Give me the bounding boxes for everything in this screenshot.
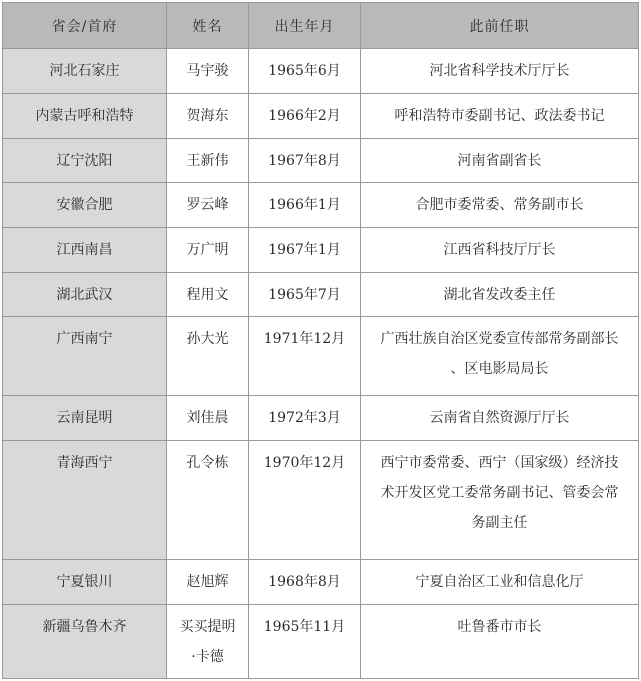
- role-line: 广西壮族自治区党委宣传部常务副部长: [380, 331, 619, 347]
- born-cell: 1966年1月: [249, 183, 361, 228]
- born-cell: 1965年7月: [249, 273, 361, 317]
- table-row: [3, 139, 639, 183]
- name-cell: 孙大光: [167, 317, 249, 396]
- born-cell: 1971年12月: [249, 317, 361, 396]
- born-cell: 1966年2月: [249, 94, 361, 139]
- province-cell: 江西南昌: [3, 228, 167, 273]
- province-cell: 河北石家庄: [3, 49, 167, 94]
- name-cell: 赵旭辉: [167, 560, 249, 605]
- name-cell: 王新伟: [167, 139, 249, 183]
- header-born: 出生年月: [249, 3, 361, 49]
- role-line: 、区电影局局长: [450, 361, 549, 377]
- role-line: 术开发区党工委常务副书记、管委会常: [380, 485, 619, 501]
- role-cell: [361, 441, 639, 560]
- born-cell: 1968年8月: [249, 560, 361, 605]
- province-cell: 新疆乌鲁木齐: [3, 605, 167, 679]
- header-name: 姓名: [167, 3, 249, 49]
- role-cell: 合肥市委常委、常务副市长: [361, 183, 639, 228]
- province-cell: 云南昆明: [3, 396, 167, 441]
- name-cell: 马宇骏: [167, 49, 249, 94]
- table-row: [3, 317, 639, 396]
- role-cell: 河南省副省长: [361, 139, 639, 183]
- table-row: [3, 605, 639, 679]
- name-cell: [167, 605, 249, 679]
- name-line: ·卡德: [191, 649, 224, 665]
- role-cell: 呼和浩特市委副书记、政法委书记: [361, 94, 639, 139]
- born-cell: 1972年3月: [249, 396, 361, 441]
- province-cell: 湖北武汉: [3, 273, 167, 317]
- table-row: [3, 560, 639, 605]
- role-cell: 江西省科技厅厅长: [361, 228, 639, 273]
- name-cell: 贺海东: [167, 94, 249, 139]
- name-cell: 刘佳晨: [167, 396, 249, 441]
- role-cell: 宁夏自治区工业和信息化厅: [361, 560, 639, 605]
- province-cell: 青海西宁: [3, 441, 167, 560]
- header-row: [3, 3, 639, 49]
- province-cell: 安徽合肥: [3, 183, 167, 228]
- table-row: [3, 94, 639, 139]
- header-province: 省会/首府: [3, 3, 167, 49]
- name-line: 买买提明: [179, 619, 236, 635]
- table-row: [3, 228, 639, 273]
- born-cell: 1967年8月: [249, 139, 361, 183]
- officials-table: [2, 2, 639, 679]
- born-cell: 1965年6月: [249, 49, 361, 94]
- table-row: [3, 273, 639, 317]
- role-line: 西宁市委常委、西宁（国家级）经济技: [380, 455, 619, 471]
- name-cell: 万广明: [167, 228, 249, 273]
- role-cell: 湖北省发改委主任: [361, 273, 639, 317]
- province-cell: 宁夏银川: [3, 560, 167, 605]
- province-cell: 内蒙古呼和浩特: [3, 94, 167, 139]
- name-cell: 程用文: [167, 273, 249, 317]
- table-row: [3, 441, 639, 560]
- role-line: 务副主任: [471, 515, 528, 531]
- table-row: [3, 183, 639, 228]
- name-cell: 罗云峰: [167, 183, 249, 228]
- table-row: [3, 396, 639, 441]
- born-cell: 1967年1月: [249, 228, 361, 273]
- role-cell: 云南省自然资源厅厅长: [361, 396, 639, 441]
- born-cell: 1965年11月: [249, 605, 361, 679]
- table-row: [3, 49, 639, 94]
- role-cell: [361, 317, 639, 396]
- born-cell: 1970年12月: [249, 441, 361, 560]
- name-cell: 孔令栋: [167, 441, 249, 560]
- province-cell: 辽宁沈阳: [3, 139, 167, 183]
- province-cell: 广西南宁: [3, 317, 167, 396]
- header-role: 此前任职: [361, 3, 639, 49]
- role-cell: 吐鲁番市市长: [361, 605, 639, 679]
- role-cell: 河北省科学技术厅厅长: [361, 49, 639, 94]
